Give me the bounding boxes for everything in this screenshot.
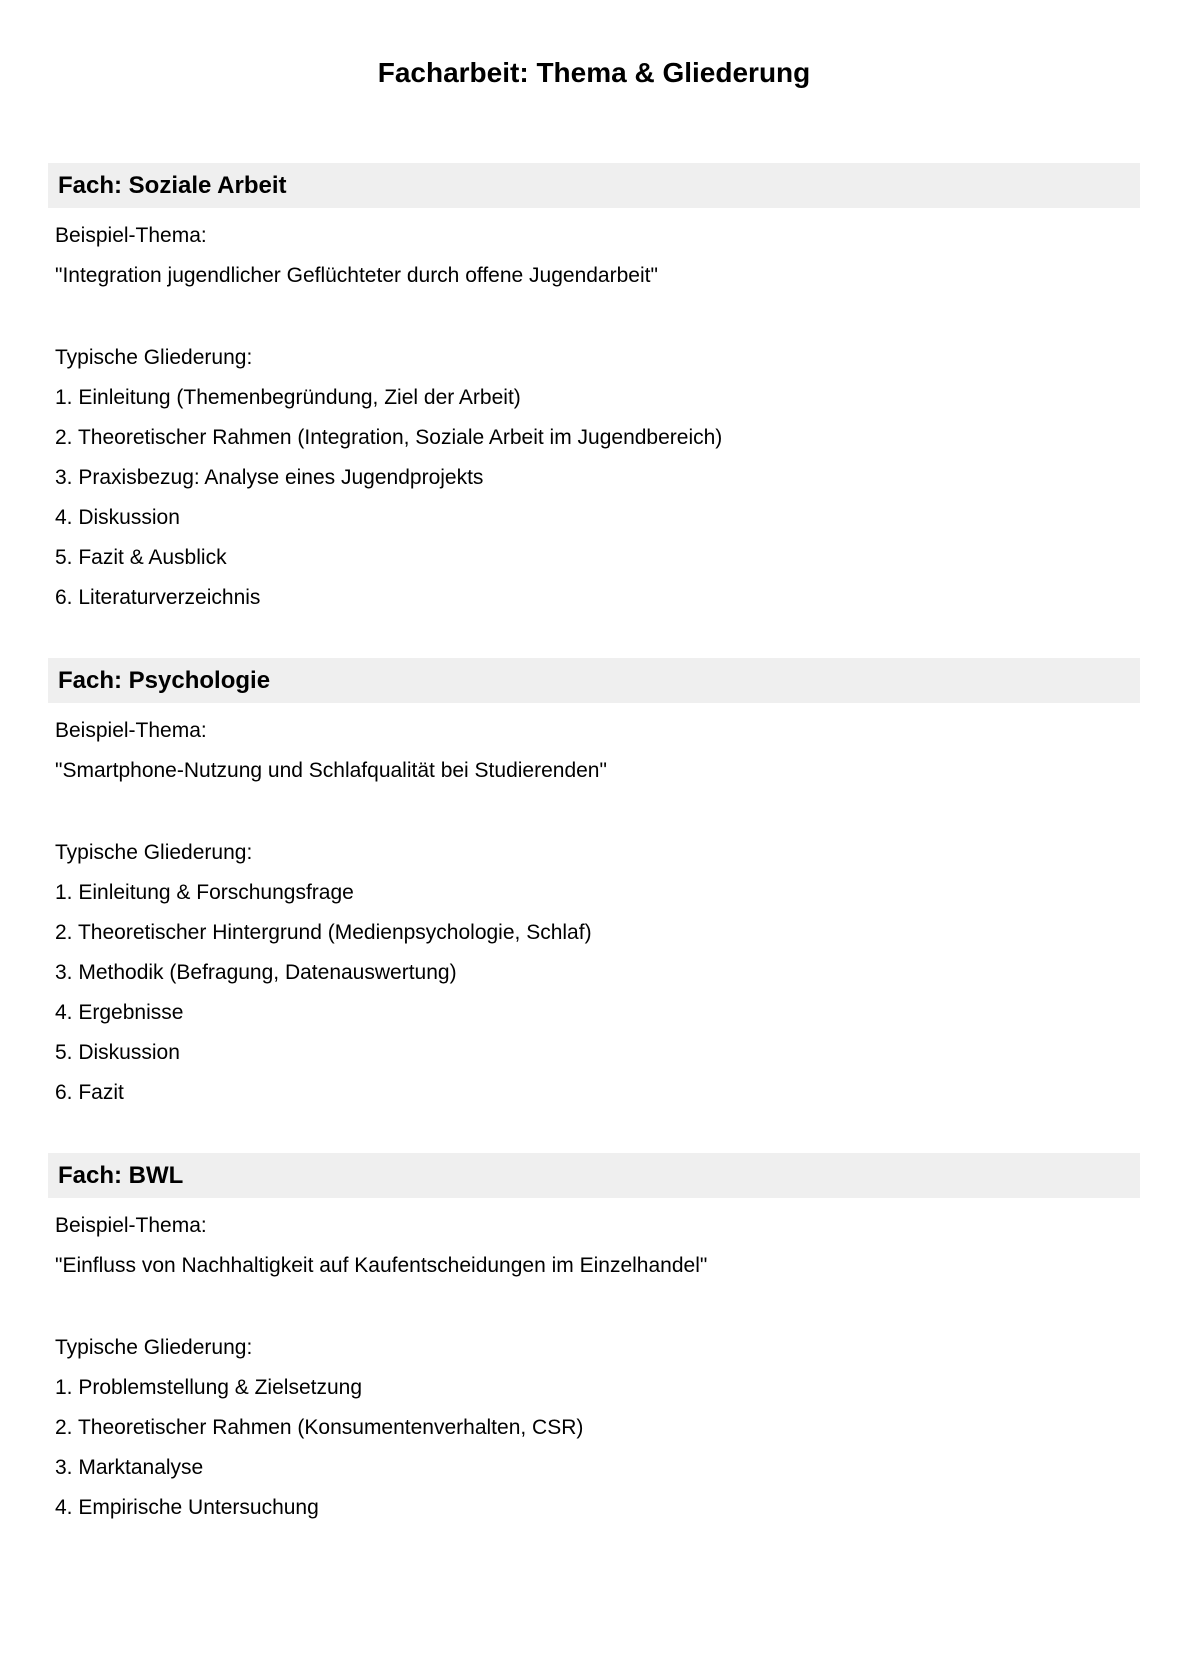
beispiel-thema-label: Beispiel-Thema: — [55, 719, 207, 742]
section-heading: Fach: Soziale Arbeit — [48, 163, 1140, 208]
beispiel-thema-text: "Smartphone-Nutzung und Schlafqualität bei Studierenden" — [55, 759, 607, 782]
beispiel-thema-text: "Einfluss von Nachhaltigkeit auf Kaufentscheidungen im Einzelhandel" — [55, 1254, 708, 1277]
gliederung-item: 4. Diskussion — [55, 506, 180, 529]
beispiel-thema-label: Beispiel-Thema: — [55, 1214, 207, 1237]
gliederung-item: 5. Fazit & Ausblick — [55, 546, 227, 569]
section-psychologie — [48, 658, 1140, 1113]
gliederung-item: 2. Theoretischer Rahmen (Konsumentenverhalten, CSR) — [55, 1416, 584, 1439]
section-heading: Fach: BWL — [48, 1153, 1140, 1198]
gliederung-item: 3. Marktanalyse — [55, 1456, 204, 1479]
gliederung-item: 2. Theoretischer Rahmen (Integration, Soziale Arbeit im Jugendbereich) — [55, 426, 723, 449]
section-heading: Fach: Psychologie — [48, 658, 1140, 703]
gliederung-list — [48, 378, 1140, 618]
gliederung-label: Typische Gliederung: — [55, 346, 253, 369]
gliederung-label: Typische Gliederung: — [55, 1336, 253, 1359]
gliederung-item: 2. Theoretischer Hintergrund (Medienpsychologie, Schlaf) — [55, 921, 592, 944]
gliederung-item: 1. Einleitung & Forschungsfrage — [55, 881, 354, 904]
gliederung-item: 6. Fazit — [55, 1081, 124, 1104]
gliederung-list — [48, 873, 1140, 1113]
gliederung-label: Typische Gliederung: — [55, 841, 253, 864]
gliederung-item: 4. Ergebnisse — [55, 1001, 184, 1024]
section-bwl — [48, 1153, 1140, 1528]
beispiel-thema-label: Beispiel-Thema: — [55, 224, 207, 247]
section-soziale-arbeit — [48, 163, 1140, 618]
gliederung-item: 5. Diskussion — [55, 1041, 180, 1064]
gliederung-item: 6. Literaturverzeichnis — [55, 586, 261, 609]
gliederung-item: 1. Problemstellung & Zielsetzung — [55, 1376, 362, 1399]
page-title: Facharbeit: Thema & Gliederung — [377, 57, 811, 88]
gliederung-item: 1. Einleitung (Themenbegründung, Ziel der Arbeit) — [55, 386, 521, 409]
beispiel-thema-text: "Integration jugendlicher Geflüchteter durch offene Jugendarbeit" — [55, 264, 658, 287]
gliederung-list — [48, 1368, 1140, 1528]
gliederung-item: 3. Praxisbezug: Analyse eines Jugendprojekts — [55, 466, 484, 489]
gliederung-item: 3. Methodik (Befragung, Datenauswertung) — [55, 961, 457, 984]
gliederung-item: 4. Empirische Untersuchung — [55, 1496, 319, 1519]
